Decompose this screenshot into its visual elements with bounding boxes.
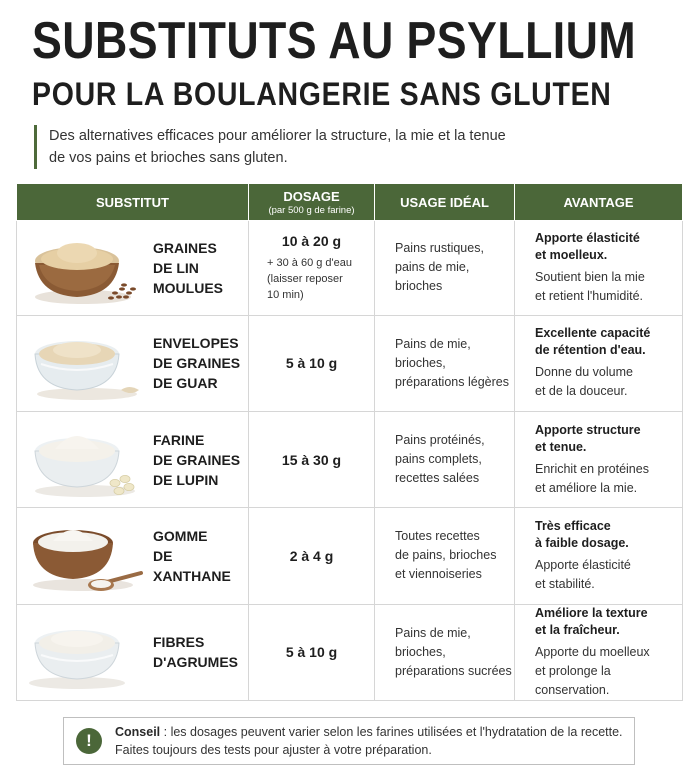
usage-cell: Pains de mie, brioches, préparations légères [375,315,515,411]
advantage-cell [515,411,683,507]
table-row [17,604,683,700]
ground-flaxseed-bowl-icon [25,225,143,311]
table-row [17,508,683,604]
usage-cell: Pains de mie, brioches, préparations sucrées [375,604,515,700]
guar-husk-bowl-icon [25,320,143,406]
table-row [17,411,683,507]
substitut-cell [17,411,249,507]
intro-text [34,125,594,169]
xanthan-gum-bowl-icon [25,513,143,599]
dosage-cell [249,411,375,507]
table-header-row [17,184,683,221]
dosage-cell [249,315,375,411]
advantage-detail: Donne du volume et de la douceur. [535,365,633,399]
advantage-headline: Très efficace à faible dosage. [535,518,629,550]
advantage-detail: Apporte du moelleux et prolonge la conservation. [535,644,650,697]
tip-line-2: Faites toujours des tests pour ajuster à votre préparation. [115,743,432,757]
dosage-value: 10 à 20 g [281,232,342,249]
dosage-cell [249,221,375,315]
header-usage: USAGE IDÉAL [375,184,515,221]
exclamation-icon: ! [76,728,102,754]
advantage-cell [515,315,683,411]
dosage-value: 5 à 10 g [285,355,338,372]
advantage-detail: Apporte élasticité et stabilité. [535,557,631,591]
substitut-name: ENVELOPES DE GRAINES DE GUAR [153,335,241,392]
usage-cell: Pains rustiques, pains de mie, brioches [375,221,515,315]
tip-box [63,717,635,765]
dosage-rest: (laisser reposer 10 min) [267,272,343,301]
advantage-headline: Apporte structure et tenue. [535,422,641,454]
dosage-water: + 30 à 60 g d'eau [267,256,352,269]
substitut-cell [17,508,249,604]
tip-text [115,723,623,759]
header-dosage [249,184,375,221]
header-dosage-sub: (par 500 g de farine) [268,204,355,216]
dosage-value: 15 à 30 g [281,451,342,468]
advantage-headline: Apporte élasticité et moelleux. [535,230,640,262]
advantage-cell [515,604,683,700]
advantage-headline: Améliore la texture et la fraîcheur. [535,605,648,637]
table-row [17,315,683,411]
advantage-cell [515,221,683,315]
tip-line-1: : les dosages peuvent varier selon les farines utilisées et l'hydratation de la recette. [160,725,623,739]
intro-line-2: de vos pains et brioches sans gluten. [49,150,288,166]
advantage-headline: Excellente capacité de rétention d'eau. [535,326,651,358]
advantage-cell [515,508,683,604]
advantage-detail: Soutient bien la mie et retient l'humidité. [535,269,645,303]
usage-cell: Pains protéinés, pains complets, recettes salées [375,411,515,507]
header-substitut: SUBSTITUT [17,184,249,221]
intro-line-1: Des alternatives efficaces pour améliorer la structure, la mie et la tenue [49,128,506,144]
advantage-detail: Enrichit en protéines et améliore la mie. [535,461,649,495]
substitut-name: FARINE DE GRAINES DE LUPIN [153,431,241,488]
substitut-name: GOMME DE XANTHANE [153,527,231,584]
tip-label: Conseil [115,725,161,739]
substitut-cell [17,221,249,315]
substitut-cell [17,315,249,411]
page-subtitle: POUR LA BOULANGERIE SANS GLUTEN [32,76,612,112]
dosage-value: 5 à 10 g [285,644,338,661]
usage-cell: Toutes recettes de pains, brioches et viennoiseries [375,508,515,604]
substitut-cell [17,604,249,700]
dosage-cell [249,508,375,604]
citrus-fiber-bowl-icon [25,609,143,695]
substitut-name: FIBRES D'AGRUMES [153,634,238,671]
page-title: SUBSTITUTS AU PSYLLIUM [32,12,637,70]
header-avantage: AVANTAGE [515,184,683,221]
lupin-flour-bowl-icon [25,417,143,503]
dosage-value: 2 à 4 g [289,547,334,564]
substitutes-table [16,183,683,701]
header-dosage-label: DOSAGE [283,188,340,204]
substitut-name: GRAINES DE LIN MOULUES [153,239,223,296]
table-row [17,221,683,315]
dosage-cell [249,604,375,700]
